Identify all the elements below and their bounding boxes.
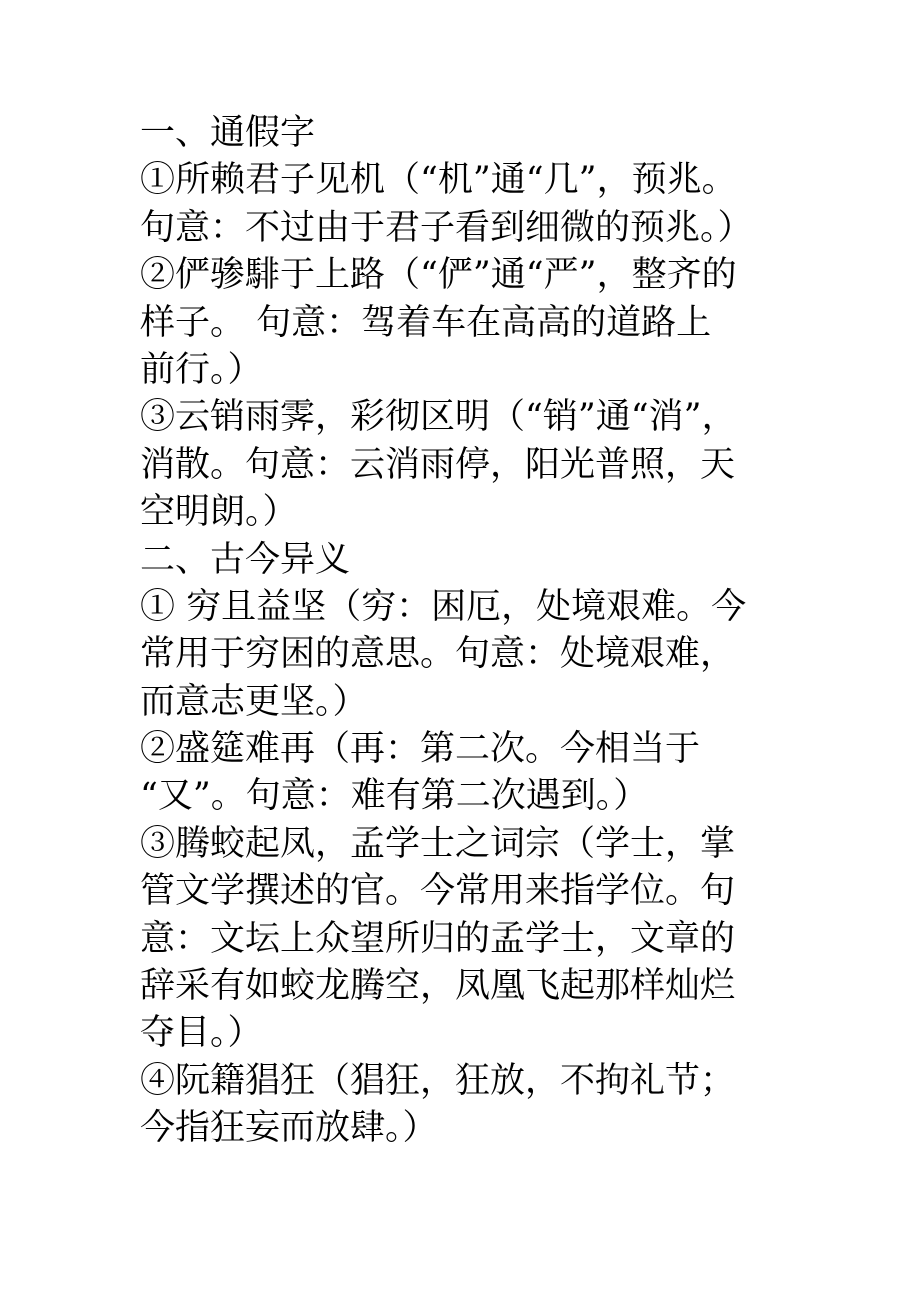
section-heading-tongjiazi: 一、通假字 bbox=[140, 113, 316, 153]
text-line: ③腾蛟起凤，孟学士之词宗（学士，掌 bbox=[140, 823, 736, 864]
text-line: 今指狂妄而放肆。） bbox=[140, 1108, 438, 1149]
text-line: ④阮籍猖狂（猖狂，狂放，不拘礼节； bbox=[140, 1060, 736, 1101]
text-line: 管文学撰述的官。今常用来指学位。句 bbox=[140, 871, 736, 912]
section-heading-gujinyiyi: 二、古今异义 bbox=[140, 539, 351, 580]
document-body bbox=[140, 110, 790, 1153]
text-line: 而意志更坚。） bbox=[140, 681, 368, 722]
text-line: 空明朗。） bbox=[140, 492, 298, 533]
text-line: ②俨骖騑于上路（“俨”通“严”，整齐的 bbox=[140, 255, 737, 296]
text-line: 常用于穷困的意思。句意：处境艰难， bbox=[140, 634, 736, 675]
text-line: 前行。） bbox=[140, 349, 263, 390]
text-line: 句意：不过由于君子看到细微的预兆。） bbox=[140, 207, 753, 248]
text-line: 辞采有如蛟龙腾空，凤凰飞起那样灿烂 bbox=[140, 966, 736, 1007]
text-line: “又”。句意：难有第二次遇到。） bbox=[140, 776, 649, 817]
text-line: 意：文坛上众望所归的孟学士，文章的 bbox=[140, 918, 736, 959]
text-line: ①所赖君子见机（“机”通“几”，预兆。 bbox=[140, 160, 737, 201]
text-line: ③云销雨霁，彩彻区明（“销”通“消”， bbox=[140, 397, 737, 438]
text-line: 样子。 句意：驾着车在高高的道路上 bbox=[140, 302, 712, 343]
text-line: 夺目。） bbox=[140, 1013, 263, 1054]
text-line: 消散。句意：云消雨停，阳光普照，天 bbox=[140, 444, 736, 485]
text-line: ① 穷且益坚（穷：困厄，处境艰难。今 bbox=[140, 586, 747, 627]
text-line: ②盛筵难再（再：第二次。今相当于 bbox=[140, 729, 701, 770]
